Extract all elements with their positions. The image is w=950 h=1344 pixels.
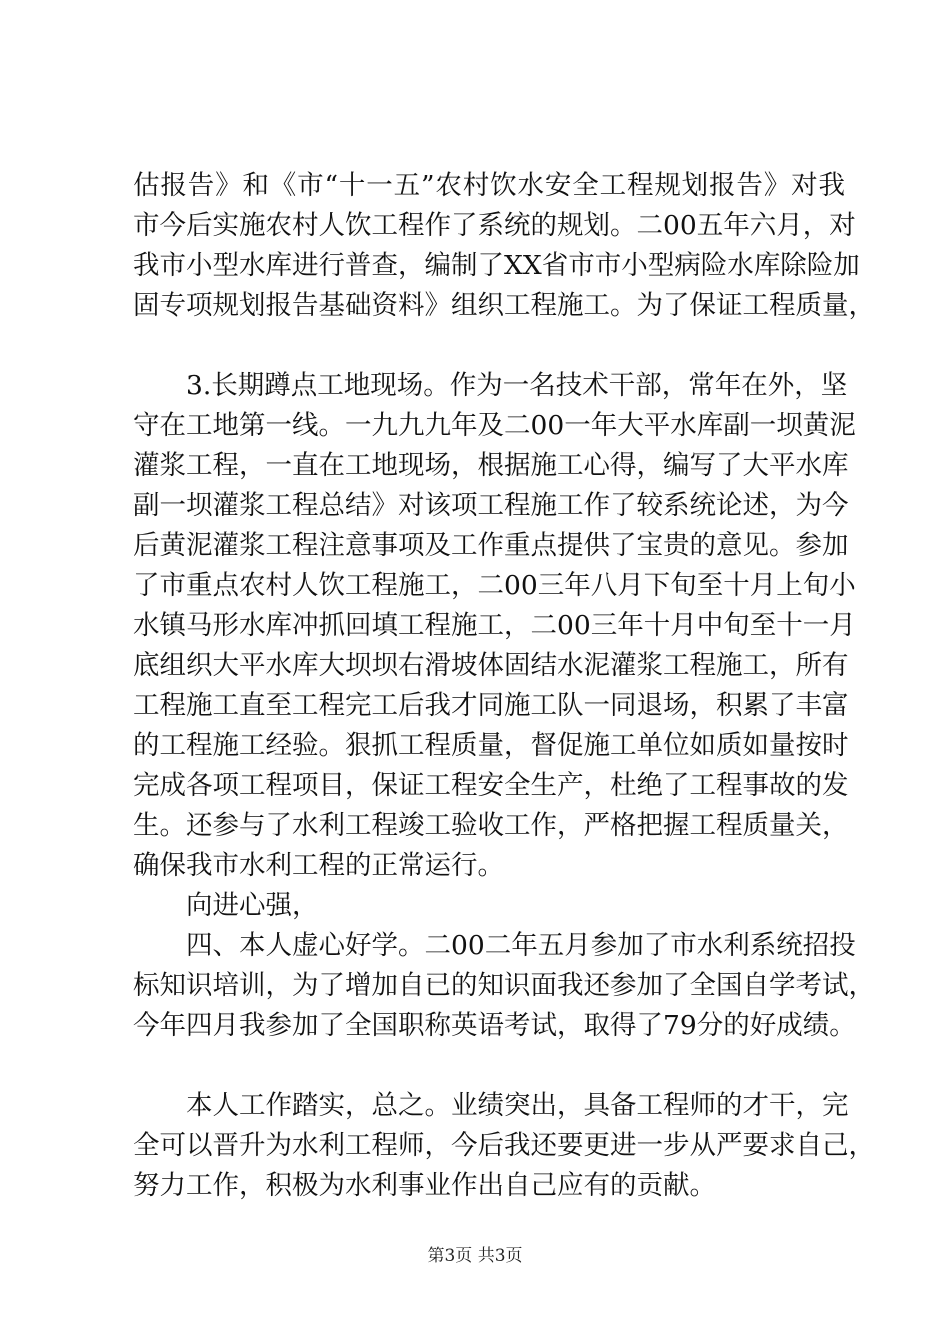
- text-line: 生。还参与了水利工程竣工验收工作，严格把握工程质量关，: [133, 810, 849, 841]
- text-line: 3.长期蹲点工地现场。作为一名技术干部，常年在外，坚: [186, 370, 848, 401]
- paragraph-spacer: [133, 1046, 845, 1086]
- text-line: 后黄泥灌浆工程注意事项及工作重点提供了宝贵的意见。参加: [133, 530, 849, 561]
- paragraph: [133, 1086, 875, 1206]
- text-line: 全可以晋升为水利工程师，今后我还要更进一步从严要求自己，: [133, 1130, 875, 1161]
- text-line: 四、本人虚心好学。二00二年五月参加了市水利系统招投: [186, 930, 856, 961]
- text-line: 灌浆工程，一直在工地现场，根据施工心得，编写了大平水库: [133, 450, 849, 481]
- text-line: 估报告》和《市“十一五”农村饮水安全工程规划报告》对我: [133, 170, 845, 201]
- text-line: 工程施工直至工程完工后我才同施工队一同退场，积累了丰富: [133, 690, 849, 721]
- text-line: 守在工地第一线。一九九九年及二00一年大平水库副一坝黄泥: [133, 410, 856, 441]
- paragraph: [133, 926, 875, 1046]
- paragraph: [133, 166, 875, 326]
- text-line: 本人工作踏实，总之。业绩突出，具备工程师的才干，完: [186, 1090, 849, 1121]
- paragraph: [133, 366, 856, 886]
- text-line: 底组织大平水库大坝坝右滑坡体固结水泥灌浆工程施工，所有: [133, 650, 849, 681]
- text-line: 副一坝灌浆工程总结》对该项工程施工作了较系统论述，为今: [133, 490, 849, 521]
- paragraph: [133, 886, 845, 926]
- text-line: 了市重点农村人饮工程施工，二00三年八月下旬至十月上旬小: [133, 570, 856, 601]
- text-line: 确保我市水利工程的正常运行。: [133, 850, 504, 881]
- text-line: 我市小型水库进行普查，编制了XX省市市小型病险水库除险加: [133, 250, 860, 281]
- text-line: 市今后实施农村人饮工程作了系统的规划。二00五年六月，对: [133, 210, 856, 241]
- text-line: 向进心强，: [186, 890, 319, 921]
- document-body: [133, 166, 875, 1206]
- text-line: 努力工作，积极为水利事业作出自己应有的贡献。: [133, 1170, 716, 1201]
- page-footer: [0, 1246, 950, 1266]
- text-line: 标知识培训，为了增加自已的知识面我还参加了全国自学考试，: [133, 970, 875, 1001]
- text-line: 今年四月我参加了全国职称英语考试，取得了79分的好成绩。: [133, 1010, 856, 1041]
- page-number: 第3页 共3页: [427, 1246, 523, 1266]
- text-line: 水镇马形水库冲抓回填工程施工，二00三年十月中旬至十一月: [133, 610, 856, 641]
- paragraph-spacer: [133, 326, 845, 366]
- text-line: 固专项规划报告基础资料》组织工程施工。为了保证工程质量，: [133, 290, 875, 321]
- text-line: 的工程施工经验。狠抓工程质量，督促施工单位如质如量按时: [133, 730, 849, 761]
- text-line: 完成各项工程项目，保证工程安全生产，杜绝了工程事故的发: [133, 770, 849, 801]
